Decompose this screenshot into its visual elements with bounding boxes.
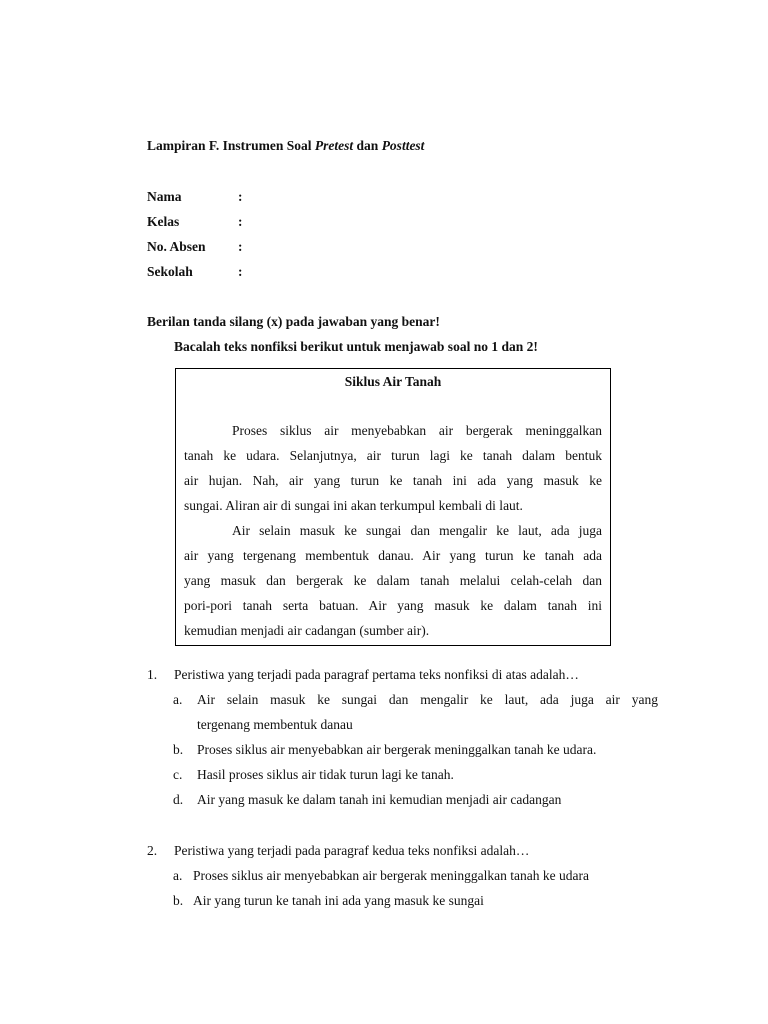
form-label-nama: Nama [147, 189, 182, 204]
q1-option-d-letter[interactable]: d. [173, 792, 184, 807]
form-colon-absen: : [238, 239, 243, 254]
q2-option-a-letter[interactable]: a. [173, 868, 183, 883]
q2-option-a-text[interactable]: Proses siklus air menyebabkan air bergerak meninggalkan tanah ke udara [193, 868, 589, 883]
passage-line: pori-pori tanah serta batuan. Air yang masuk ke dalam tanah ini [184, 598, 602, 613]
title-posttest: Posttest [381, 138, 425, 153]
q1-option-c-text[interactable]: Hasil proses siklus air tidak turun lagi ke tanah. [197, 767, 454, 782]
q2-option-b-letter[interactable]: b. [173, 893, 184, 908]
question-1-text: Peristiwa yang terjadi pada paragraf pertama teks nonfiksi di atas adalah… [174, 667, 579, 682]
q2-option-b-text[interactable]: Air yang turun ke tanah ini ada yang masuk ke sungai [193, 893, 484, 908]
passage-line: yang masuk dan bergerak ke dalam tanah melalui celah-celah dan [184, 573, 602, 588]
q1-option-a-text[interactable]: Air selain masuk ke sungai dan mengalir ke laut, ada juga air yang [197, 692, 658, 707]
passage-line: Air selain masuk ke sungai dan mengalir ke laut, ada juga [232, 523, 602, 538]
passage-line: tanah ke udara. Selanjutnya, air turun lagi ke tanah dalam bentuk [184, 448, 602, 463]
question-2-text: Peristiwa yang terjadi pada paragraf kedua teks nonfiksi adalah… [174, 843, 530, 858]
form-label-kelas: Kelas [147, 214, 180, 229]
q1-option-a-letter[interactable]: a. [173, 692, 183, 707]
question-1-number: 1. [147, 667, 158, 682]
passage-line: Proses siklus air menyebabkan air bergerak meninggalkan [232, 423, 602, 438]
q1-option-b-text[interactable]: Proses siklus air menyebabkan air bergerak meninggalkan tanah ke udara. [197, 742, 597, 757]
form-label-absen: No. Absen [147, 239, 206, 254]
form-colon-sekolah: : [238, 264, 243, 279]
passage-title: Siklus Air Tanah [344, 374, 442, 389]
instruction-text: Berilan tanda silang (x) pada jawaban yang benar! [147, 314, 440, 329]
q1-option-b-letter[interactable]: b. [173, 742, 184, 757]
form-colon-nama: : [238, 189, 243, 204]
q1-option-d-text[interactable]: Air yang masuk ke dalam tanah ini kemudian menjadi air cadangan [197, 792, 562, 807]
form-colon-kelas: : [238, 214, 243, 229]
question-2-number: 2. [147, 843, 158, 858]
title-pretest: Pretest [314, 138, 354, 153]
q1-option-c-letter[interactable]: c. [173, 767, 183, 782]
passage-line: air hujan. Nah, air yang turun ke tanah ini ada yang masuk ke [184, 473, 602, 488]
passage-line: kemudian menjadi air cadangan (sumber air). [184, 623, 430, 638]
reading-instruction: Bacalah teks nonfiksi berikut untuk menjawab soal no 1 dan 2! [174, 339, 538, 354]
reading-passage-box [175, 368, 611, 646]
passage-line: sungai. Aliran air di sungai ini akan terkumpul kembali di laut. [184, 498, 523, 513]
form-label-sekolah: Sekolah [147, 264, 193, 279]
passage-line: air yang tergenang membentuk danau. Air yang turun ke tanah ada [184, 548, 602, 563]
title-prefix: Lampiran F. Instrumen Soal [147, 138, 315, 153]
q1-option-a-text-cont[interactable]: tergenang membentuk danau [197, 717, 353, 732]
title-dan: dan [353, 138, 382, 153]
page-title [147, 138, 424, 154]
